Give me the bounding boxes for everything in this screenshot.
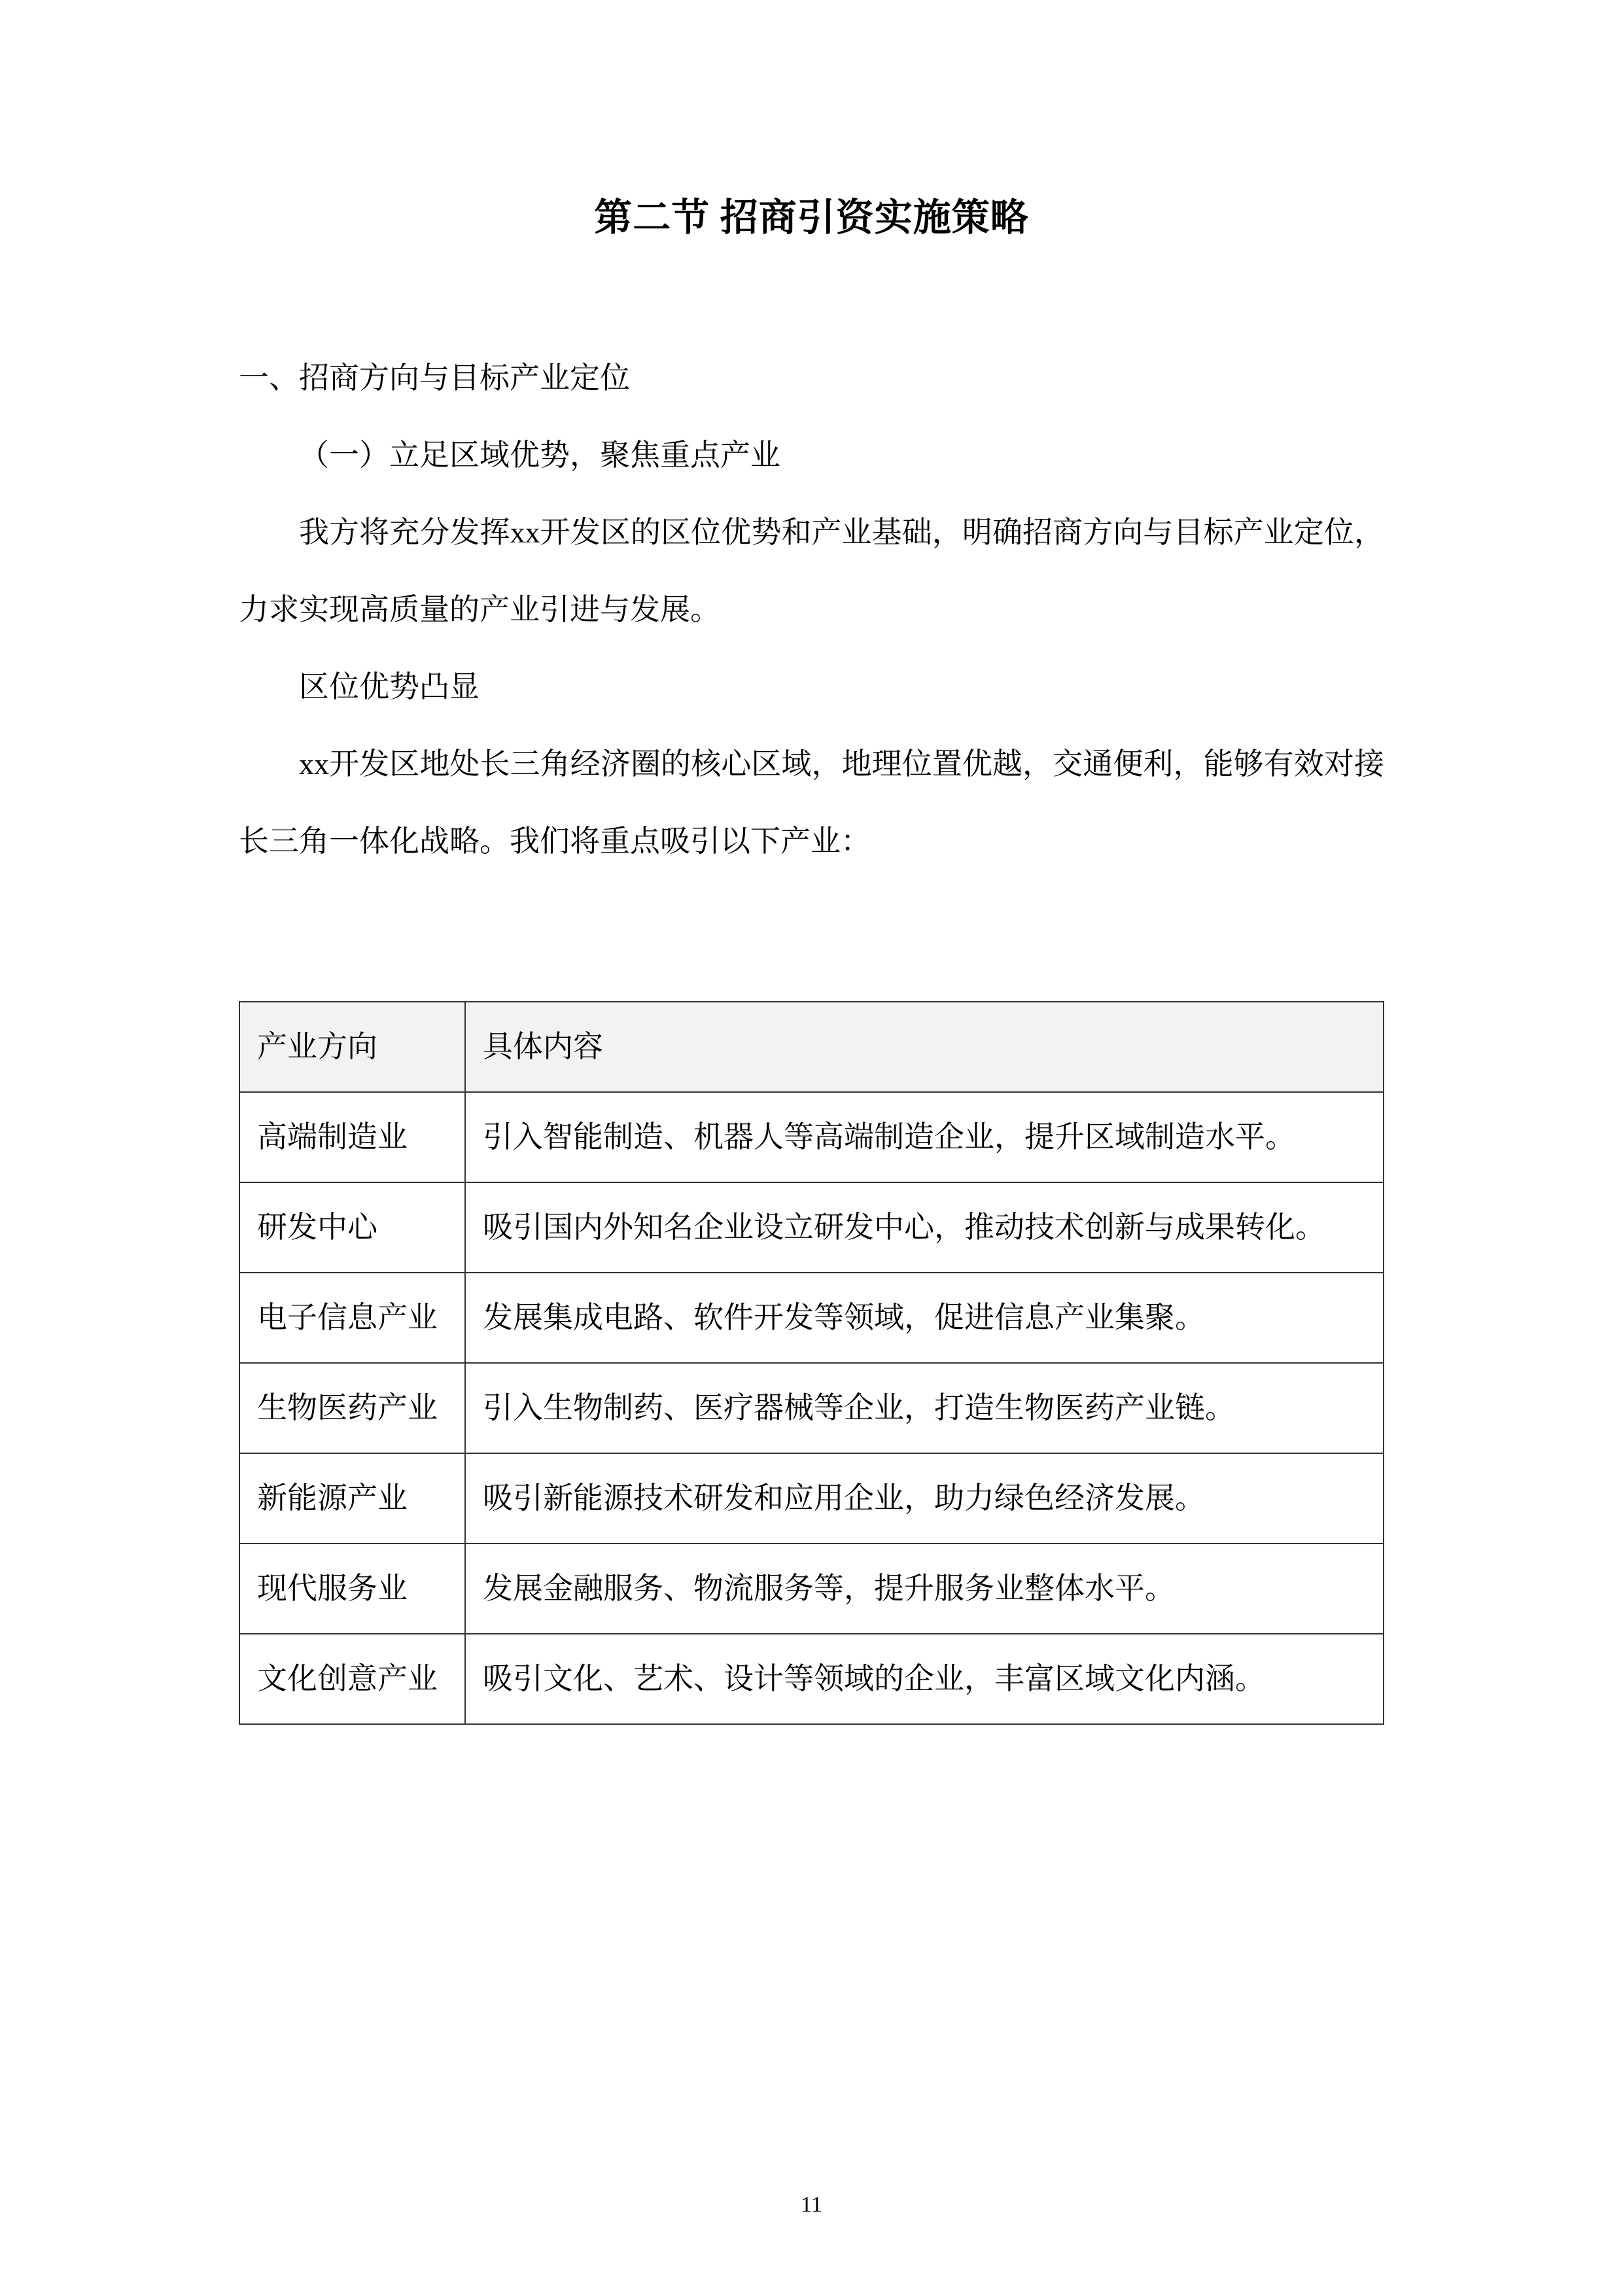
cell-detail: 发展集成电路、软件开发等领域，促进信息产业集聚。: [465, 1273, 1384, 1363]
table-row: [239, 1092, 1384, 1182]
table-row: [239, 1453, 1384, 1544]
table-header-category: 产业方向: [239, 1002, 465, 1092]
table-header: [239, 1002, 1384, 1092]
cell-detail: 吸引新能源技术研发和应用企业，助力绿色经济发展。: [465, 1453, 1384, 1544]
table-row: [239, 1544, 1384, 1634]
industry-table: [239, 1001, 1384, 1725]
body-paragraph: 我方将充分发挥xx开发区的区位优势和产业基础，明确招商方向与目标产业定位，力求实现高质量的产业引进与发展。: [239, 516, 1384, 626]
cell-detail: 吸引国内外知名企业设立研发中心，推动技术创新与成果转化。: [465, 1182, 1384, 1273]
cell-category: 电子信息产业: [239, 1273, 465, 1363]
cell-category: 文化创意产业: [239, 1634, 465, 1724]
table-row: [239, 1182, 1384, 1273]
cell-detail: 发展金融服务、物流服务等，提升服务业整体水平。: [465, 1544, 1384, 1634]
cell-category: 高端制造业: [239, 1092, 465, 1182]
cell-category: 现代服务业: [239, 1544, 465, 1634]
cell-category: 研发中心: [239, 1182, 465, 1273]
table-header-row: [239, 1002, 1384, 1092]
cell-category: 新能源产业: [239, 1453, 465, 1544]
sub-heading: 区位优势凸显: [299, 670, 480, 703]
cell-detail: 引入生物制药、医疗器械等企业，打造生物医药产业链。: [465, 1363, 1384, 1453]
table-row: [239, 1363, 1384, 1453]
table-row: [239, 1273, 1384, 1363]
table-header-detail: 具体内容: [465, 1002, 1384, 1092]
heading-level-2: （一）立足区域优势，聚焦重点产业: [299, 438, 780, 472]
cell-detail: 引入智能制造、机器人等高端制造企业，提升区域制造水平。: [465, 1092, 1384, 1182]
cell-detail: 吸引文化、艺术、设计等领域的企业，丰富区域文化内涵。: [465, 1634, 1384, 1724]
table-row: [239, 1634, 1384, 1724]
heading-level-1: 一、招商方向与目标产业定位: [239, 361, 630, 395]
cell-category: 生物医药产业: [239, 1363, 465, 1453]
table-body: [239, 1092, 1384, 1724]
page-number: 11: [801, 2193, 822, 2217]
body-paragraph: xx开发区地处长三角经济圈的核心区域，地理位置优越，交通便利，能够有效对接长三角一体化战略。我们将重点吸引以下产业：: [239, 747, 1384, 858]
document-title: 第二节 招商引资实施策略: [594, 196, 1029, 239]
